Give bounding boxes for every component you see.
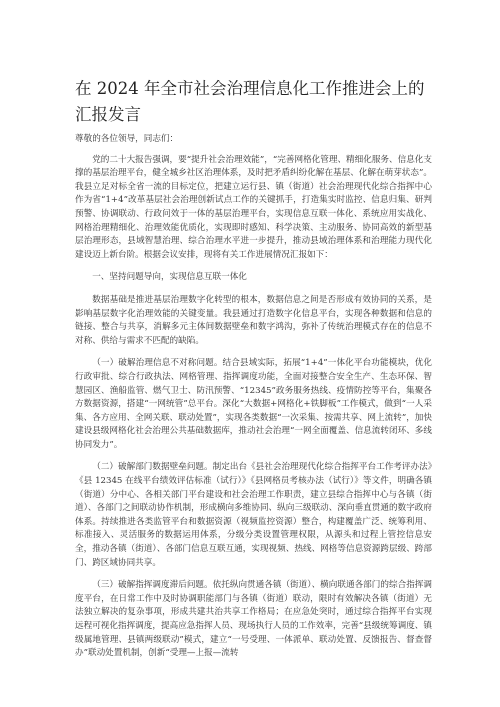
paragraph-item-3: （三）破解指挥调度滞后问题。依托纵向贯通各镇（街道）、横向联通各部门的综合指挥调度平台，在日常工作中及时协调职能部门与各镇（街道）联动，限时有效解决各镇（街道）无法独立解决的复杂事项，形成共建共治共享工作格局；在应急处突时，通过综合指挥平台实现远程可视化指挥调度，提高应急指挥人员、现场执行人员的工作效率，完善“县级统筹调度、镇级属地管理、县镇两级联动”模式，建立“一号受理、一体派单、联动处置、反馈报告、督查督办”联动处置机制，创新“受理—上报—流转 bbox=[75, 580, 432, 659]
section-heading-1: 一、坚持问题导向，实现信息互联一体化 bbox=[92, 272, 247, 283]
paragraph-item-2: （二）破解部门数据壁垒问题。制定出台《县社会治理现代化综合指挥平台工作考评办法》《县 12345 在线平台绩效评估标准（试行）》《县网格员考核办法（试行）》等文件，明确各镇（街道）分中心、各相关部门平台建设和社会治理工作职责，建立县综合指挥中心与各镇（街道）、各部门之间联动协作机制，形成横向多维协同、纵向三级联动、深向垂直贯通的数字政府体系。持续推进各类监管平台和数据资源（视频监控资源）整合，构建覆盖广泛、统筹利用、标准接入、灵活服务的数据运用体系，分级分类设置管理权限，从源头和过程上管控信息安全，推动各镇（街道）、各部门信息互联互通，实现视频、热线、网格等信息资源跨层级、跨部门、跨区域协同共享。 bbox=[75, 462, 432, 568]
paragraph-item-1: （一）破解治理信息不对称问题。结合县域实际，拓展“1+4”一体化平台功能模块，优化行政审批、综合行政执法、网格管理、指挥调度功能，全面对接整合安全生产、生态环保、智慧园区、渔船监管、燃气卫士、防汛预警、“12345”政务服务热线、疫情防控等平台，集聚各方数据资源，搭建“一网统管”总平台。深化“大数据+网格化+铁脚板”工作模式，做到“一人采集、各方应用、全网关联、联动处置”，实现各类数据“一次采集、按需共享、网上流转”，加快建设县级网格化社会治理公共基础数据库，推动社会治理“一网全面覆盖、信息流转闭环、多线协同发力”。 bbox=[75, 358, 432, 450]
document-title: 在 2024 年全市社会治理信息化工作推进会上的汇报发言 bbox=[75, 79, 425, 124]
paragraph-intro: 党的二十大报告强调，要“提升社会治理效能”，“完善网格化管理、精细化服务、信息化支撑的基层治理平台，健全城乡社区治理体系，及时把矛盾纠纷化解在基层、化解在萌芽状态”。我县立足对标全省一流的目标定位，把建立运行县、镇（街道）社会治理现代化综合指挥中心作为省“1+4”改革基层社会治理创新试点工作的关键抓手，打造集实时监控、信息归集、研判预警、协调联动、行政问效于一体的基层治理平台，实现信息互联一体化、系统应用实战化、网格治理精细化、治理效能优质化，实现即时感知、科学决策、主动服务、协同高效的新型基层治理形态，县域智慧治理、综合治理水平进一步提升，推动县域治理体系和治理能力现代化建设迈上新台阶。根据会议安排，现将有关工作进展情况汇报如下： bbox=[75, 154, 432, 260]
document-body bbox=[75, 133, 432, 667]
paragraph-data-foundation: 数据基础是推进基层治理数字化转型的根本，数据信息之间是否形成有效协同的关系，是影响基层数字化治理效能的关键变量。我县通过打造数字化信息平台，实现各种数据和信息的链接、整合与共享，消解多元主体间数据壁垒和数字鸿沟，弥补了传统治理模式存在的信息不对称、供给与需求不匹配的缺陷。 bbox=[75, 294, 432, 346]
greeting: 尊敬的各位领导，同志们： bbox=[75, 134, 179, 144]
